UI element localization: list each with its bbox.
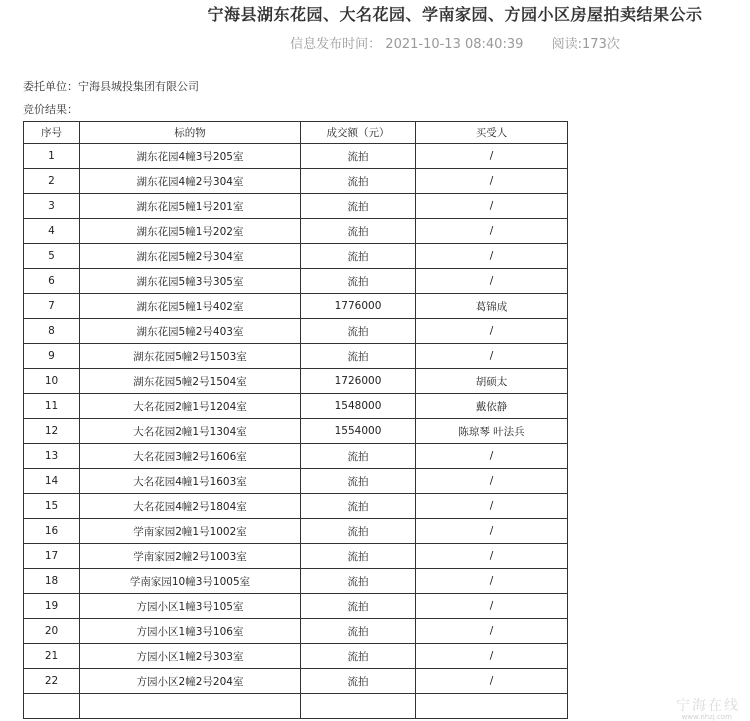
table-row — [24, 444, 568, 469]
row-price: 流拍 — [301, 619, 416, 644]
row-number: 2 — [24, 169, 80, 194]
table-row — [24, 569, 568, 594]
row-item: 学南家园2幢2号1003室 — [80, 544, 301, 569]
row-price: 流拍 — [301, 219, 416, 244]
table-row — [24, 394, 568, 419]
table-row — [24, 294, 568, 319]
row-buyer: / — [416, 269, 568, 294]
row-buyer: / — [416, 594, 568, 619]
row-price: 流拍 — [301, 469, 416, 494]
row-number: 16 — [24, 519, 80, 544]
row-price: 1726000 — [301, 369, 416, 394]
row-number: 10 — [24, 369, 80, 394]
row-number — [24, 694, 80, 719]
row-price: 1776000 — [301, 294, 416, 319]
row-item: 湖东花园5幢2号304室 — [80, 244, 301, 269]
row-item: 湖东花园5幢1号402室 — [80, 294, 301, 319]
row-buyer: 胡硕太 — [416, 369, 568, 394]
row-buyer: / — [416, 469, 568, 494]
row-number: 15 — [24, 494, 80, 519]
row-price: 流拍 — [301, 594, 416, 619]
row-buyer: 葛锦成 — [416, 294, 568, 319]
table-row — [24, 144, 568, 169]
row-number: 18 — [24, 569, 80, 594]
article-meta — [0, 33, 750, 52]
row-price: 流拍 — [301, 569, 416, 594]
row-item: 大名花园4幢1号1603室 — [80, 469, 301, 494]
column-header-item: 标的物 — [80, 122, 301, 144]
row-buyer: / — [416, 194, 568, 219]
row-number: 13 — [24, 444, 80, 469]
client-line: 委托单位：宁海县城投集团有限公司 — [23, 80, 199, 93]
row-buyer: / — [416, 494, 568, 519]
row-buyer: / — [416, 444, 568, 469]
result-label: 竞价结果： — [23, 103, 78, 116]
table-row — [24, 469, 568, 494]
table-row — [24, 494, 568, 519]
row-buyer: 戴依静 — [416, 394, 568, 419]
row-item: 湖东花园4幢2号304室 — [80, 169, 301, 194]
row-number: 14 — [24, 469, 80, 494]
row-buyer: / — [416, 619, 568, 644]
row-buyer: / — [416, 219, 568, 244]
row-buyer: 陈琼琴 叶法兵 — [416, 419, 568, 444]
row-item: 湖东花园5幢1号201室 — [80, 194, 301, 219]
column-header-no: 序号 — [24, 122, 80, 144]
table-row — [24, 169, 568, 194]
row-item: 湖东花园5幢2号403室 — [80, 319, 301, 344]
row-item: 学南家园10幢3号1005室 — [80, 569, 301, 594]
row-buyer: / — [416, 319, 568, 344]
row-item: 方园小区1幢3号106室 — [80, 619, 301, 644]
row-buyer: / — [416, 669, 568, 694]
table-row — [24, 594, 568, 619]
row-price: 流拍 — [301, 319, 416, 344]
row-price: 流拍 — [301, 644, 416, 669]
row-price: 流拍 — [301, 144, 416, 169]
publish-time: 2021-10-13 08:40:39 — [385, 37, 524, 52]
column-header-buyer: 买受人 — [416, 122, 568, 144]
row-item: 湖东花园4幢3号205室 — [80, 144, 301, 169]
row-number: 1 — [24, 144, 80, 169]
row-number: 19 — [24, 594, 80, 619]
table-row — [24, 644, 568, 669]
row-item: 大名花园4幢2号1804室 — [80, 494, 301, 519]
row-number: 3 — [24, 194, 80, 219]
row-number: 12 — [24, 419, 80, 444]
row-item: 湖东花园5幢2号1503室 — [80, 344, 301, 369]
row-buyer: / — [416, 544, 568, 569]
row-number: 8 — [24, 319, 80, 344]
row-buyer: / — [416, 519, 568, 544]
page-title: 宁海县湖东花园、大名花园、学南家园、方园小区房屋拍卖结果公示 — [207, 5, 703, 24]
table-row — [24, 694, 568, 719]
row-item: 方园小区1幢2号303室 — [80, 644, 301, 669]
table-row — [24, 369, 568, 394]
row-number: 7 — [24, 294, 80, 319]
row-buyer: / — [416, 644, 568, 669]
table-row — [24, 519, 568, 544]
row-price: 流拍 — [301, 544, 416, 569]
table-row — [24, 269, 568, 294]
row-number: 11 — [24, 394, 80, 419]
table-row — [24, 219, 568, 244]
row-number: 5 — [24, 244, 80, 269]
row-item: 方园小区1幢3号105室 — [80, 594, 301, 619]
row-buyer — [416, 694, 568, 719]
row-item: 方园小区2幢2号204室 — [80, 669, 301, 694]
row-item: 大名花园2幢1号1304室 — [80, 419, 301, 444]
row-item: 大名花园2幢1号1204室 — [80, 394, 301, 419]
row-number: 9 — [24, 344, 80, 369]
row-price: 流拍 — [301, 169, 416, 194]
table-row — [24, 619, 568, 644]
read-count: 阅读:173次 — [551, 37, 620, 52]
row-number: 17 — [24, 544, 80, 569]
auction-results-table — [23, 121, 568, 719]
table-header-row — [24, 122, 568, 144]
row-number: 6 — [24, 269, 80, 294]
row-number: 4 — [24, 219, 80, 244]
table-row — [24, 244, 568, 269]
row-item — [80, 694, 301, 719]
table-row — [24, 319, 568, 344]
row-price: 流拍 — [301, 444, 416, 469]
site-watermark: 宁海在线 — [676, 698, 740, 714]
row-price: 流拍 — [301, 244, 416, 269]
table-row — [24, 194, 568, 219]
row-buyer: / — [416, 244, 568, 269]
row-price: 流拍 — [301, 344, 416, 369]
row-price: 流拍 — [301, 194, 416, 219]
row-number: 21 — [24, 644, 80, 669]
row-item: 湖东花园5幢1号202室 — [80, 219, 301, 244]
row-price: 流拍 — [301, 494, 416, 519]
publish-label: 信息发布时间： — [290, 37, 382, 52]
row-buyer: / — [416, 569, 568, 594]
row-item: 湖东花园5幢3号305室 — [80, 269, 301, 294]
table-row — [24, 544, 568, 569]
row-price: 1548000 — [301, 394, 416, 419]
row-buyer: / — [416, 169, 568, 194]
row-price: 流拍 — [301, 669, 416, 694]
row-price: 流拍 — [301, 519, 416, 544]
table-row — [24, 344, 568, 369]
column-header-price: 成交额（元） — [301, 122, 416, 144]
row-item: 大名花园3幢2号1606室 — [80, 444, 301, 469]
row-buyer: / — [416, 144, 568, 169]
row-price — [301, 694, 416, 719]
row-number: 20 — [24, 619, 80, 644]
row-item: 学南家园2幢1号1002室 — [80, 519, 301, 544]
row-price: 流拍 — [301, 269, 416, 294]
table-row — [24, 669, 568, 694]
row-item: 湖东花园5幢2号1504室 — [80, 369, 301, 394]
site-watermark-url: www.nhzj.com — [681, 713, 732, 721]
row-buyer: / — [416, 344, 568, 369]
row-price: 1554000 — [301, 419, 416, 444]
table-row — [24, 419, 568, 444]
row-number: 22 — [24, 669, 80, 694]
